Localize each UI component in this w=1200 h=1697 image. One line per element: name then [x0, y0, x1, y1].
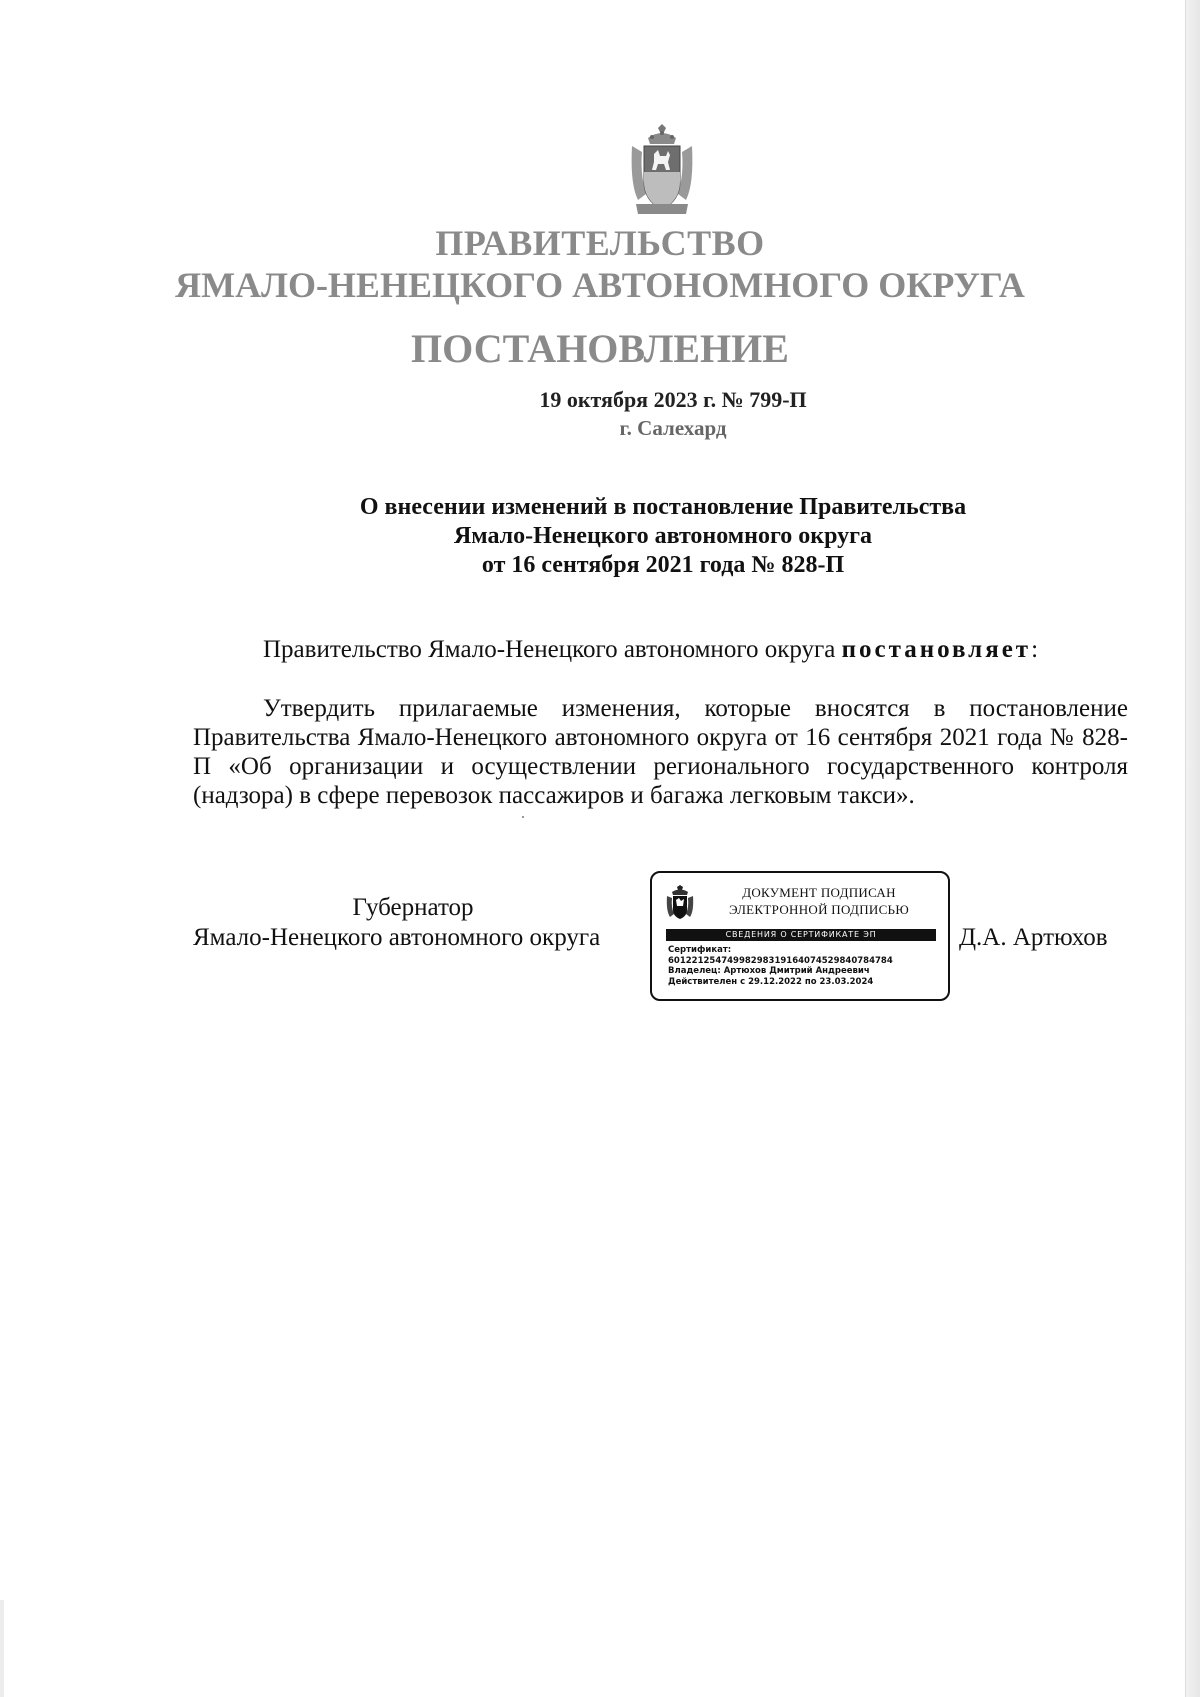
electronic-signature-stamp [650, 871, 950, 1001]
stamp-emblem-icon [665, 885, 695, 921]
stamp-certificate-info [668, 945, 893, 987]
signatory-title: Губернатор [352, 894, 474, 921]
certificate-label: Сертификат: [668, 945, 732, 955]
document-city: г. Салехард [619, 416, 727, 440]
subject-line: Ямало-Ненецкого автономного округа [453, 523, 873, 549]
resolving-paragraph [263, 636, 1038, 664]
resolving-keyword: постановляет [841, 636, 1032, 663]
coat-of-arms-emblem [628, 124, 696, 216]
subject-line: от 16 сентября 2021 года № 828-П [481, 552, 845, 578]
stamp-line: ЭЛЕКТРОННОЙ ПОДПИСЬЮ [729, 902, 909, 917]
body-paragraph: Утвердить прилагаемые изменения, которые вносятся в постановление Правительства Ямало-Ненецкого автономного округа от 16 сентября 2021 года № 828-П «Об организации и осуществлении регионального государственного контроля (надзора) в сфере перевозок пассажиров и багажа легковым такси». [193, 695, 1128, 809]
stamp-line: ДОКУМЕНТ ПОДПИСАН [742, 885, 896, 900]
scan-speck [522, 816, 524, 818]
government-title: ПРАВИТЕЛЬСТВО [435, 223, 765, 263]
certificate-number: 60122125474998298319164074529840784784 [668, 955, 893, 966]
certificate-owner: Владелец: Артюхов Дмитрий Андреевич [668, 966, 870, 976]
document-subject [0, 493, 1200, 580]
resolving-prefix: Правительство Ямало-Ненецкого автономного округа [263, 636, 836, 663]
stamp-certificate-header: СВЕДЕНИЯ О СЕРТИФИКАТЕ ЭП [666, 929, 936, 941]
certificate-validity: Действителен с 29.12.2022 по 23.03.2024 [668, 976, 874, 987]
subject-line: О внесении изменений в постановление Правительства [359, 494, 967, 520]
page-edge-left [0, 1600, 4, 1697]
signatory-name: Д.А. Артюхов [959, 924, 1108, 951]
document-date-number: 19 октября 2023 г. № 799-П [539, 387, 807, 412]
document-type: ПОСТАНОВЛЕНИЕ [411, 326, 789, 371]
government-region: ЯМАЛО-НЕНЕЦКОГО АВТОНОМНОГО ОКРУГА [175, 265, 1025, 305]
resolving-suffix: : [1031, 636, 1039, 663]
signatory-organization: Ямало-Ненецкого автономного округа [193, 924, 601, 951]
